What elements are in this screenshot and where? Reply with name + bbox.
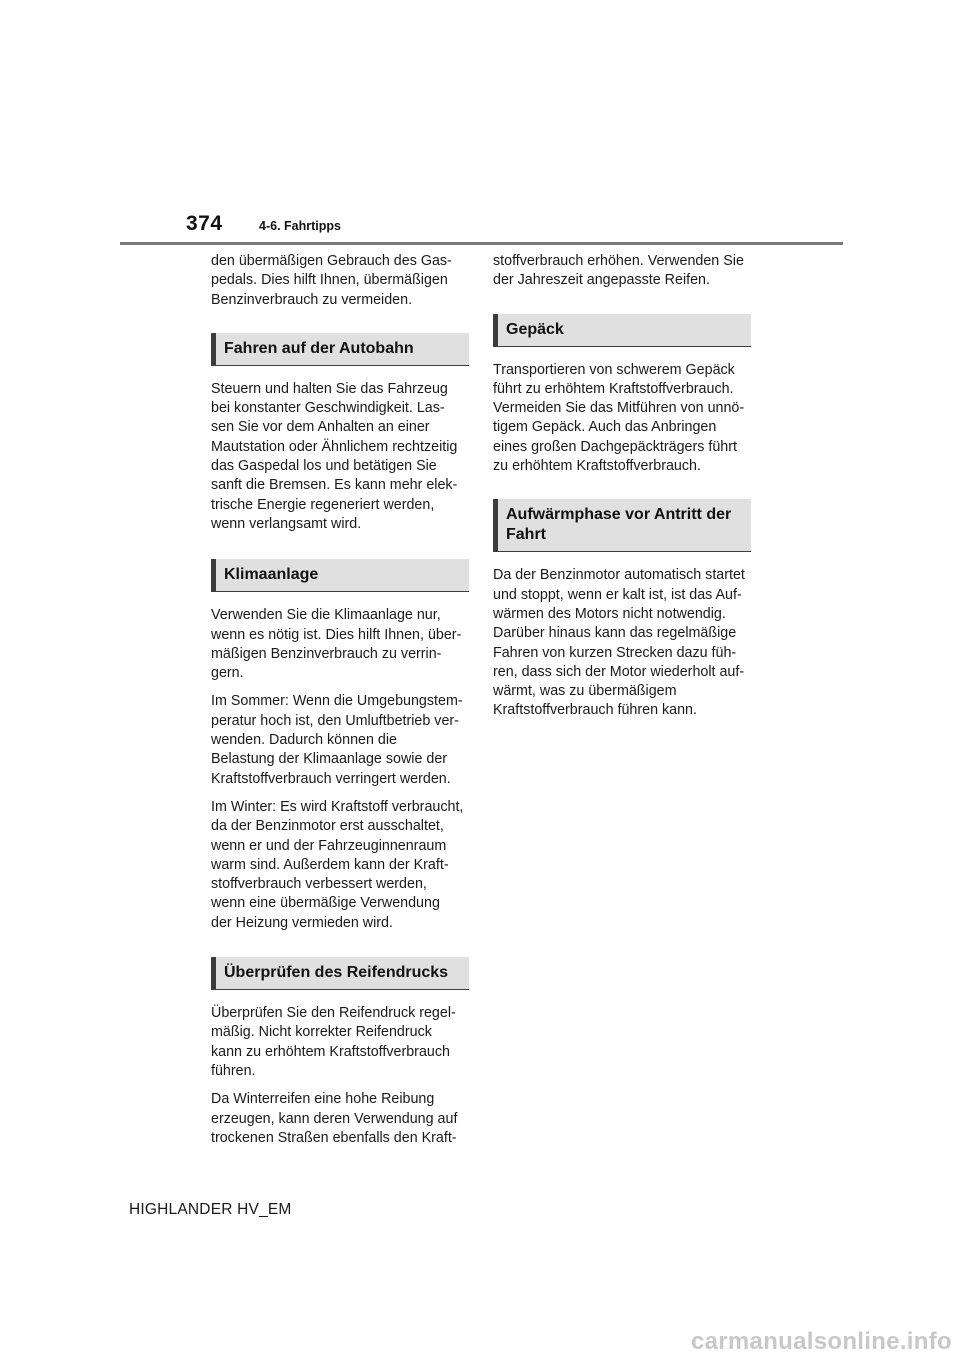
header-rule (120, 242, 843, 245)
aufwaerm-paragraph: Da der Benzinmotor automatisch startet und stoppt, wenn er kalt ist, ist das Auf- wärmen des Motors nicht notwendig. Darüber hinaus kann das regelmäßige Fahren von kurzen Strecken dazu füh- ren, dass sich der Motor wiederholt auf- wärmt, was zu übermäßigem Kraftstoffverbrauch führen kann. (493, 567, 745, 719)
reifen-paragraph-2: Da Winterreifen eine hohe Reibung erzeugen, kann deren Verwendung auf trockenen Straßen ebenfalls den Kraft- (211, 1091, 458, 1146)
footer-model: HIGHLANDER HV_EM (129, 1201, 292, 1218)
intro-paragraph: den übermäßigen Gebrauch des Gas- pedals. Dies hilft Ihnen, übermäßigen Benzinverbrauch zu vermeiden. (211, 253, 452, 308)
section-heading-klimaanlage: Klimaanlage (211, 559, 469, 592)
section-heading-autobahn: Fahren auf der Autobahn (211, 333, 469, 366)
klima-paragraph-1: Verwenden Sie die Klimaanlage nur, wenn es nötig ist. Dies hilft Ihnen, über- mäßigen Benzinverbrauch zu verrin- gern. (211, 607, 462, 682)
klima-paragraph-2: Im Sommer: Wenn die Umgebungstem- peratur hoch ist, den Umluftbetrieb ver- wenden. Dadurch können die Belastung der Klimaanlage sowie der Kraftstoffverbrauch verringert werden. (211, 693, 463, 787)
right-column (493, 252, 751, 730)
section-heading-reifendruck: Überprüfen des Reifendrucks (211, 957, 469, 990)
reifen-paragraph-1: Überprüfen Sie den Reifendruck regel- mäßig. Nicht korrekter Reifendruck kann zu erhöhtem Kraftstoffverbrauch führen. (211, 1005, 456, 1079)
autobahn-paragraph: Steuern und halten Sie das Fahrzeug bei konstanter Geschwindigkeit. Las- sen Sie vor dem Anhalten an einer Mautstation oder Ähnlichem rechtzeitig das Gaspedal los und betätigen Sie sanft die Bremsen. Es kann mehr elek- trische Energie regeneriert werden, wenn verlangsamt wird. (211, 380, 458, 532)
klima-paragraph-3: Im Winter: Es wird Kraftstoff verbraucht, da der Benzinmotor erst ausschaltet, wenn er und der Fahrzeuginnenraum warm sind. Außerdem kann der Kraft- stoffverbrauch verbessert werden, wenn eine übermäßige Verwendung der Heizung vermieden wird. (211, 798, 464, 931)
section-reference: 4-6. Fahrtipps (259, 219, 341, 233)
section-heading-aufwaermphase: Aufwärmphase vor Antritt der Fahrt (493, 499, 751, 552)
left-column (211, 252, 469, 1157)
right-intro-paragraph: stoffverbrauch erhöhen. Verwenden Sie der Jahreszeit angepasste Reifen. (493, 253, 744, 289)
watermark: carmanualsonline.info (690, 1328, 952, 1355)
section-heading-gepaeck: Gepäck (493, 314, 751, 347)
page-number: 374 (186, 212, 223, 235)
gepaeck-paragraph: Transportieren von schwerem Gepäck führt zu erhöhtem Kraftstoffverbrauch. Vermeiden Sie das Mitführen von unnö- tigem Gepäck. Auch das Anbringen eines großen Dachgepäckträgers führt zu erhöhtem Kraftstoffverbrauch. (493, 361, 745, 475)
